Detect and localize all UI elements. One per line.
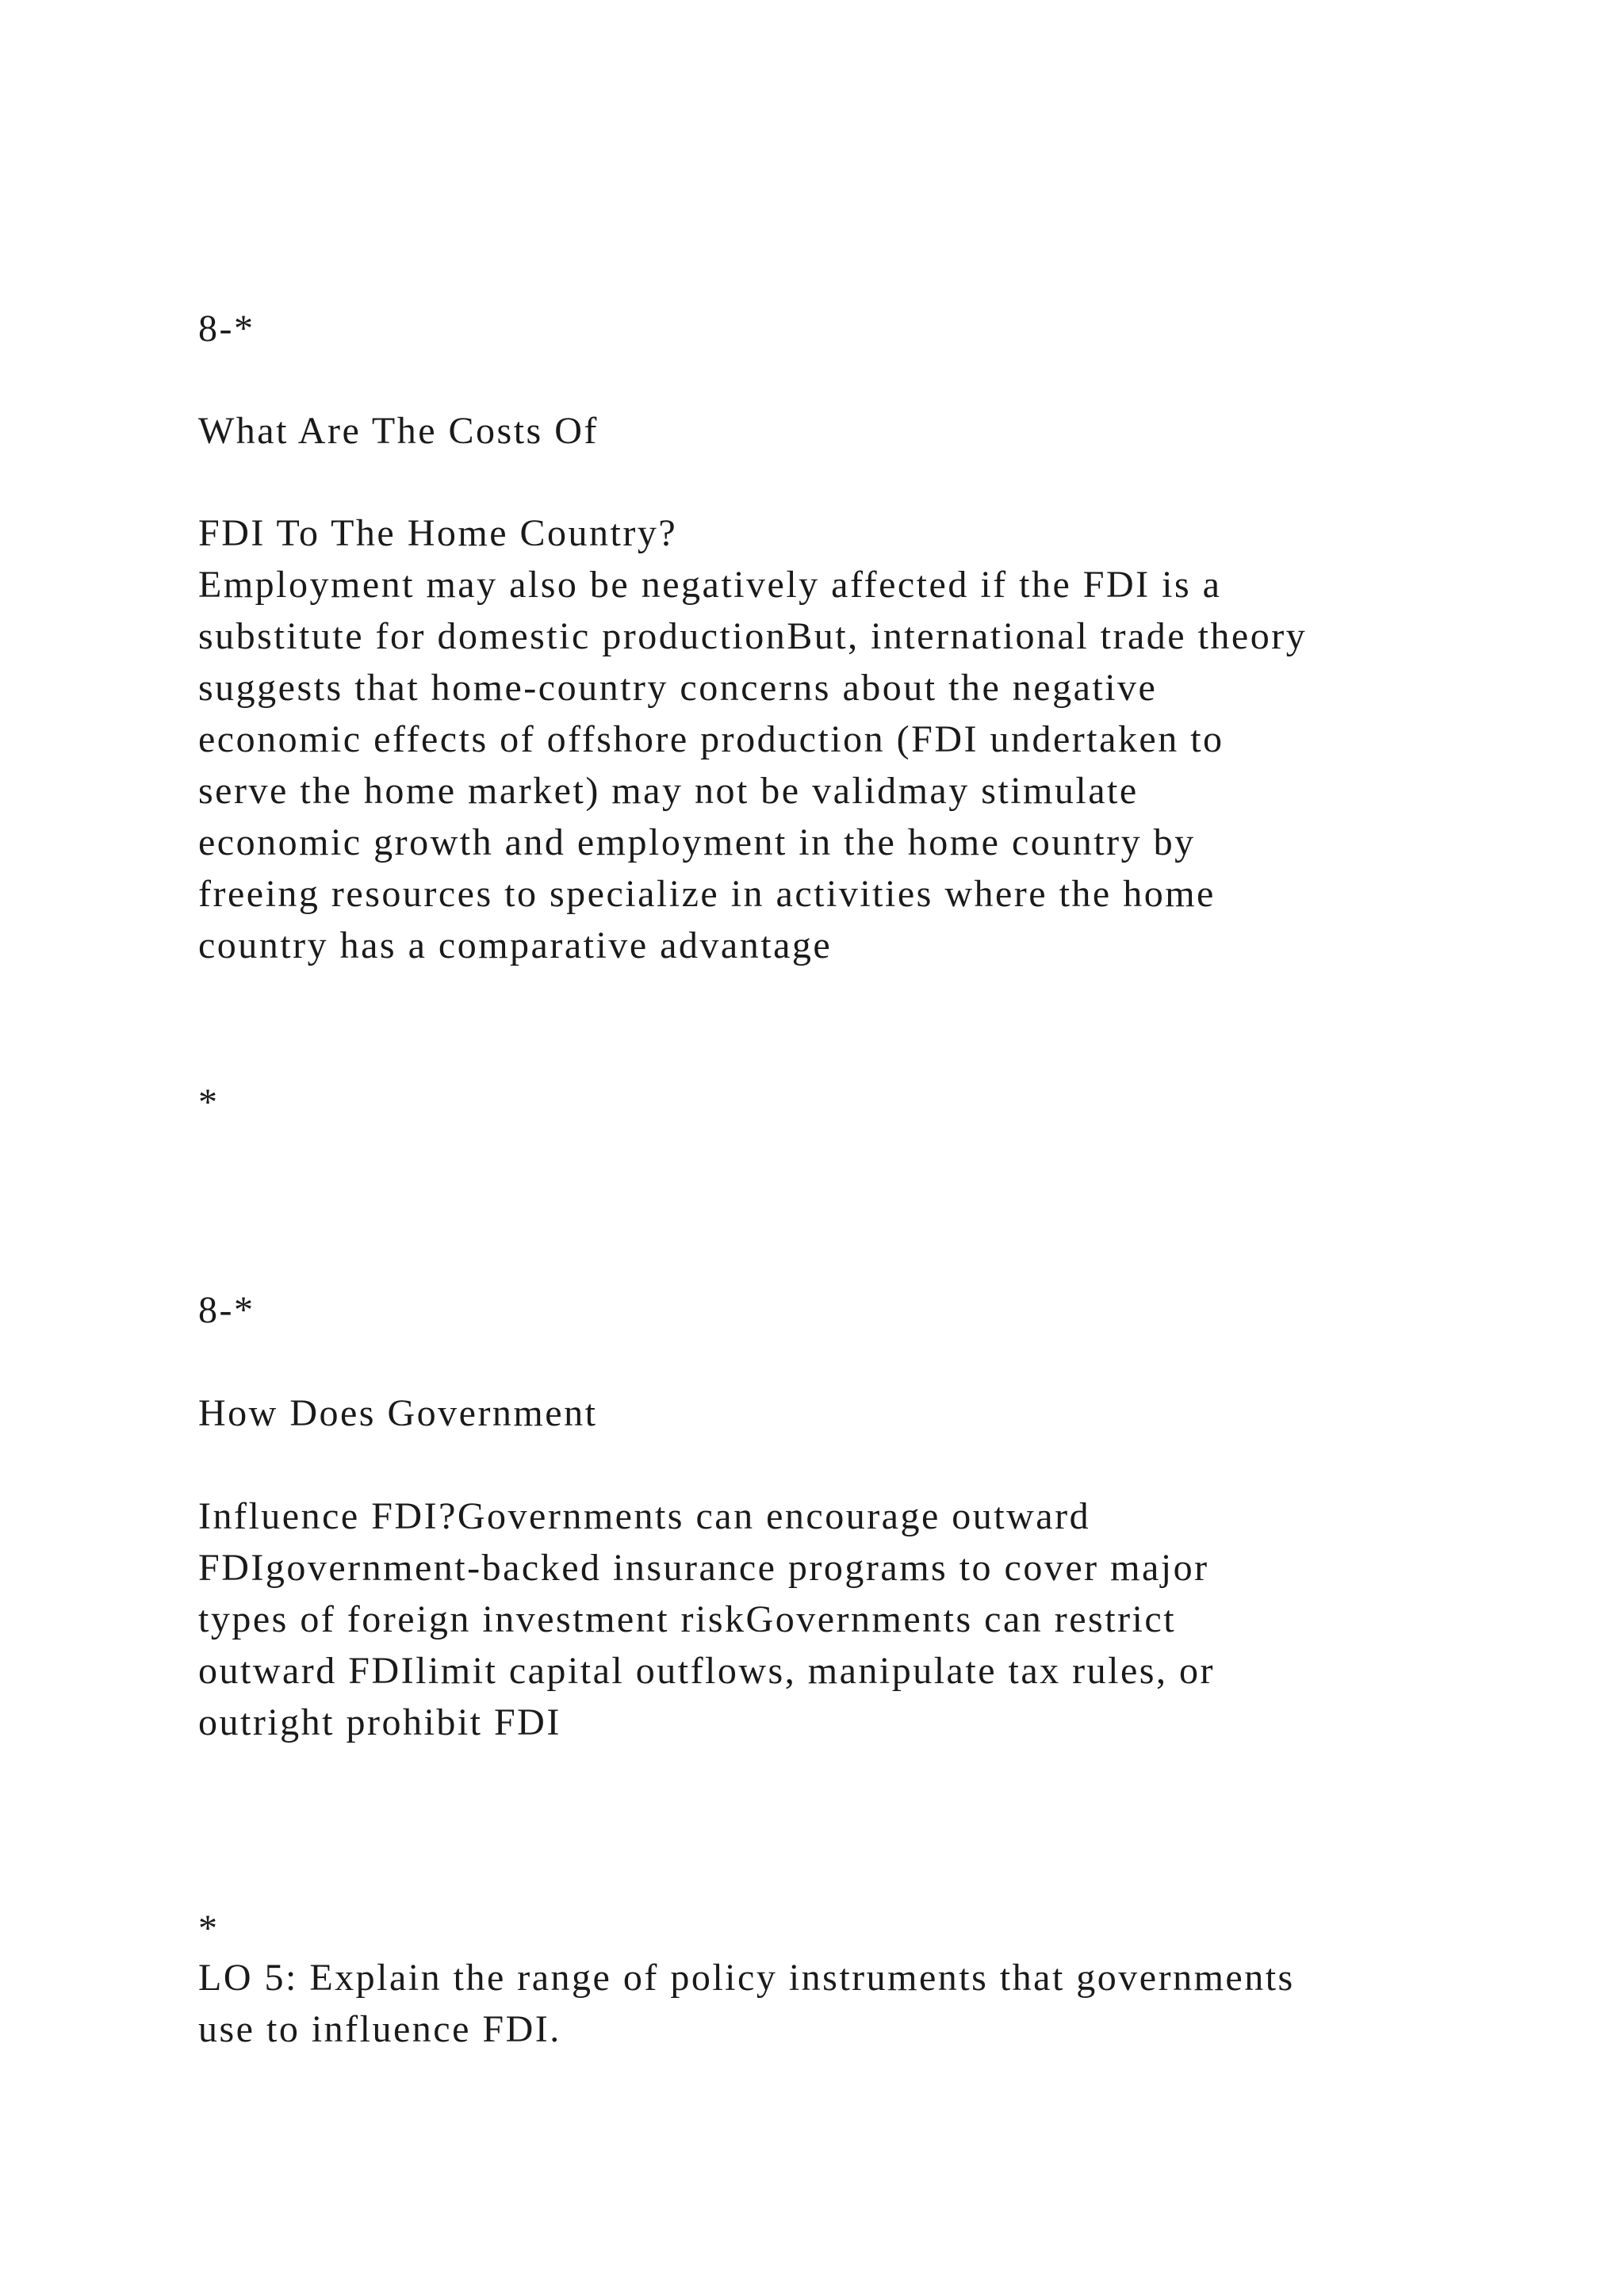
body-line: serve the home market) may not be validmay stimulate: [198, 770, 1139, 812]
body-line: economic effects of offshore production (FDI undertaken to: [198, 718, 1224, 760]
body-line: types of foreign investment riskGovernments can restrict: [198, 1598, 1177, 1640]
body-line: substitute for domestic productionBut, international trade theory: [198, 615, 1308, 657]
slide-title-line-1: What Are The Costs Of: [198, 410, 599, 452]
body-line: FDIgovernment-backed insurance programs to cover major: [198, 1547, 1209, 1589]
slide-number: 8-*: [198, 308, 255, 350]
body-line: outright prohibit FDI: [198, 1701, 561, 1743]
slide-title-line-2: FDI To The Home Country?: [198, 512, 678, 554]
learning-objective-line: use to influence FDI.: [198, 2008, 561, 2050]
body-line: Influence FDI?Governments can encourage outward: [198, 1495, 1091, 1537]
slide-separator: *: [198, 1908, 220, 1950]
body-line: Employment may also be negatively affected if the FDI is a: [198, 564, 1222, 606]
slide-number: 8-*: [198, 1289, 255, 1331]
slide-title-line-1: How Does Government: [198, 1392, 598, 1434]
body-line: country has a comparative advantage: [198, 924, 833, 966]
body-line: suggests that home-country concerns about the negative: [198, 667, 1158, 709]
body-line: outward FDIlimit capital outflows, manipulate tax rules, or: [198, 1650, 1215, 1692]
body-line: economic growth and employment in the home country by: [198, 821, 1196, 863]
body-line: freeing resources to specialize in activities where the home: [198, 873, 1216, 915]
slide-separator: *: [198, 1081, 220, 1123]
learning-objective-line: LO 5: Explain the range of policy instruments that governments: [198, 1957, 1295, 1999]
